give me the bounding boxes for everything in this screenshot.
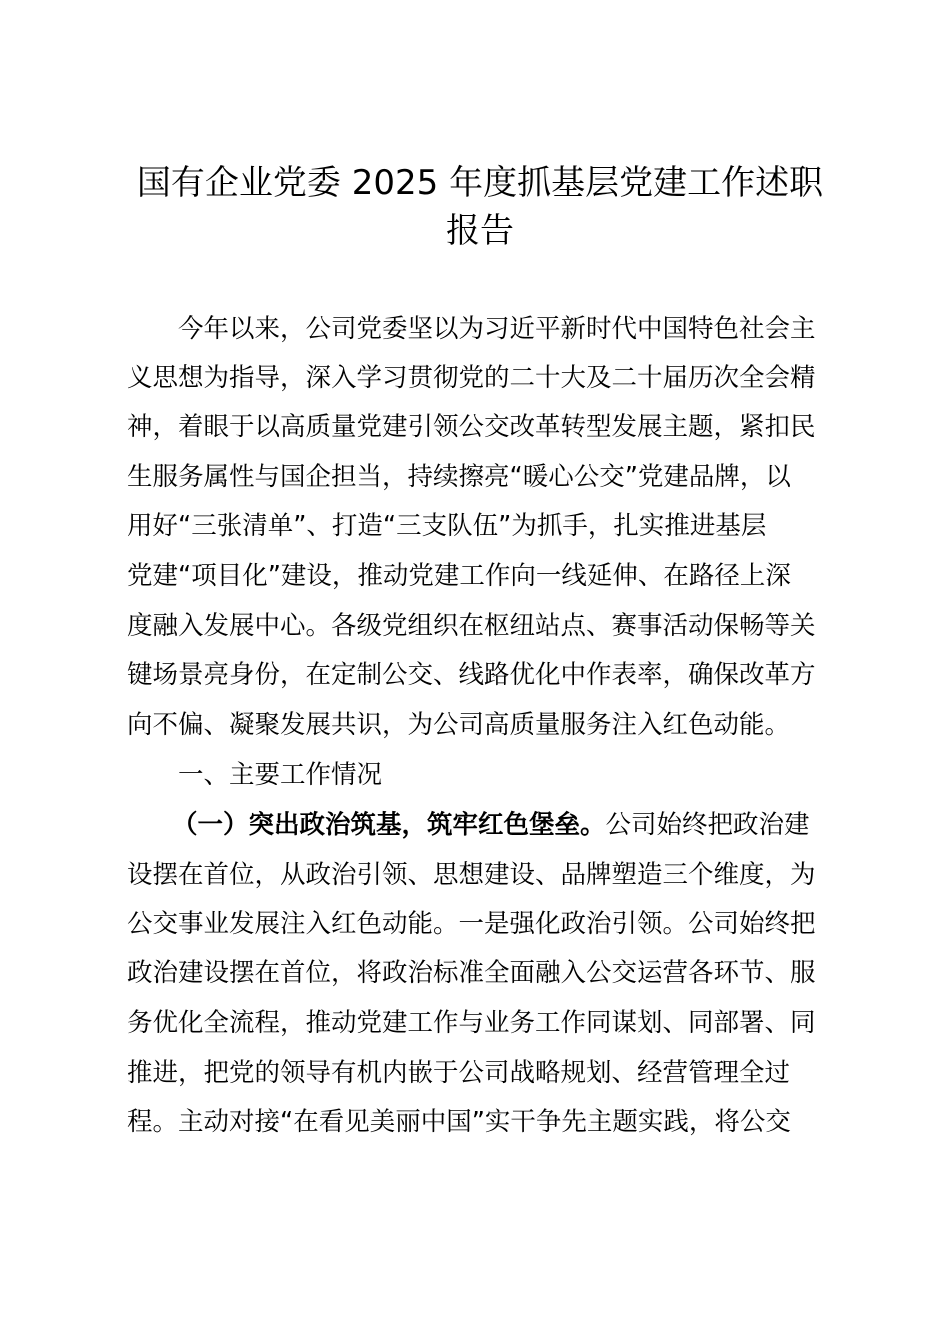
paragraph-line: 生服务属性与国企担当，持续擦亮“暖心公交”党建品牌，以 [127,462,791,492]
paragraph-line: 党建“项目化”建设，推动党建工作向一线延伸、在路径上深 [127,561,791,591]
paragraph-line: 度融入发展中心。各级党组织在枢纽站点、赛事活动保畅等关 [127,611,816,641]
document-title-line-2: 报告 [446,211,514,251]
paragraph-line: 政治建设摆在首位，将政治标准全面融入公交运营各环节、服 [127,958,816,988]
document-title-line-1: 国有企业党委 2025 年度抓基层党建工作述职 [136,163,824,203]
paragraph-line: 务优化全流程，推动党建工作与业务工作同谋划、同部署、同 [127,1008,816,1038]
paragraph-line: 推进，把党的领导有机内嵌于公司战略规划、经营管理全过 [127,1058,791,1088]
paragraph-line: 公交事业发展注入红色动能。一是强化政治引领。公司始终把 [127,909,816,939]
paragraph-line: 设摆在首位，从政治引领、思想建设、品牌塑造三个维度，为 [127,860,816,890]
paragraph-line: 向不偏、凝聚发展共识，为公司高质量服务注入红色动能。 [127,710,791,740]
subsection-first-line [172,810,892,840]
paragraph-line: 程。主动对接“在看见美丽中国”实干争先主题实践，将公交 [127,1107,791,1137]
subsection-first-line-text: 公司始终把政治建 [605,810,810,840]
paragraph-line: 今年以来，公司党委坚以为习近平新时代中国特色社会主 [178,314,816,344]
paragraph-line: 义思想为指导，深入学习贯彻党的二十大及二十届历次全会精 [127,363,816,393]
paragraph-line: 用好“三张清单”、打造“三支队伍”为抓手，扎实推进基层 [127,511,767,541]
paragraph-line: 神，着眼于以高质量党建引领公交改革转型发展主题，紧扣民 [127,412,816,442]
section-heading: 一、主要工作情况 [178,760,383,790]
paragraph-line: 键场景亮身份，在定制公交、线路优化中作表率，确保改革方 [127,660,816,690]
subsection-heading: （一）突出政治筑基，筑牢红色堡垒。 [172,810,606,840]
